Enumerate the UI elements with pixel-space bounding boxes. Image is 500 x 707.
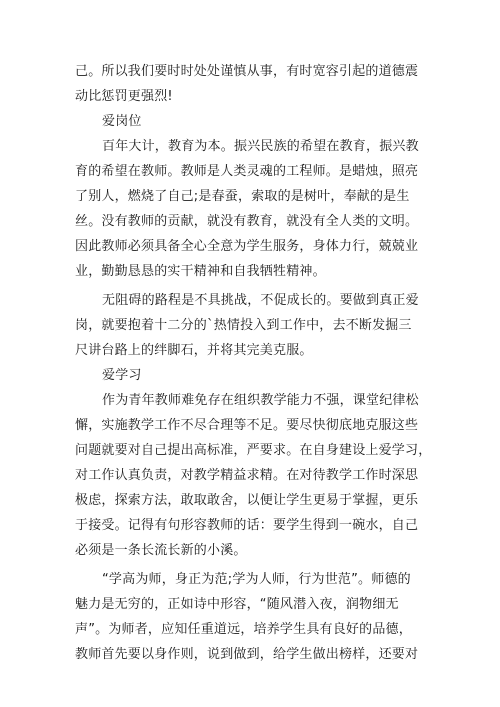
text-line: 动比惩罚更强烈! [75, 89, 173, 104]
paragraph-2 [75, 134, 435, 284]
text-line: 极虑，探索方法，敢取敢舍，以便让学生更易于掌握，更乐 [75, 493, 419, 508]
text-line: 业，勤勤恳恳的实干精神和自我牺牲精神。 [75, 264, 326, 279]
text-line: 魅力是无穷的，正如诗中形容，“随风潜入夜，润物细无 [75, 597, 399, 612]
text-line: 教师首先要以身作则，说到做到，给学生做出榜样，还要对 [75, 647, 419, 662]
text-line: 于接受。记得有句形容教师的话：要学生得到一碗水，自己 [75, 518, 419, 533]
paragraph-1 [75, 59, 435, 109]
paragraph-3 [75, 288, 435, 363]
section-heading-love-learning: 爱学习 [102, 368, 142, 383]
text-line: “学高为师，身正为范;学为人师，行为世范”。师德的 [102, 572, 411, 587]
document-body [75, 59, 435, 667]
text-line: 丝。没有教师的贡献，就没有教育，就没有全人类的文明。 [75, 214, 419, 229]
text-line: 了别人，燃烧了自己;是春蚕，索取的是树叶，奉献的是生 [75, 189, 410, 204]
text-line: 懈，实施教学工作不尽合理等不足。要尽快彻底地克服这些 [75, 418, 419, 433]
text-line: 育的希望在教师。教师是人类灵魂的工程师。是蜡烛，照亮 [75, 164, 419, 179]
paragraph-5 [75, 567, 435, 667]
text-line: 问题就要对自己提出高标准，严要求。在自身建设上爱学习， [75, 443, 432, 458]
text-line: 百年大计，教育为本。振兴民族的希望在教育，振兴教 [102, 139, 419, 154]
text-line: 声”。为师者，应知任重道远，培养学生具有良好的品德， [75, 622, 412, 637]
paragraph-4 [75, 388, 435, 563]
text-line: 必须是一条长流长新的小溪。 [75, 543, 247, 558]
text-line: 岗，就要抱着十二分的`热情投入到工作中，去不断发掘三 [75, 318, 412, 333]
text-line: 尺讲台路上的绊脚石，并将其完美克服。 [75, 343, 313, 358]
text-line: 因此教师必须具备全心全意为学生服务，身体力行，兢兢业 [75, 239, 419, 254]
section-heading-love-post: 爱岗位 [102, 114, 142, 129]
text-line: 作为青年教师难免存在组织教学能力不强，课堂纪律松 [102, 393, 419, 408]
text-line: 己。所以我们要时时处处谨慎从事，有时宽容引起的道德震 [75, 64, 419, 79]
text-line: 无阻碍的路程是不具挑战，不促成长的。要做到真正爱 [102, 293, 419, 308]
text-line: 对工作认真负责，对教学精益求精。在对待教学工作时深思 [75, 468, 419, 483]
